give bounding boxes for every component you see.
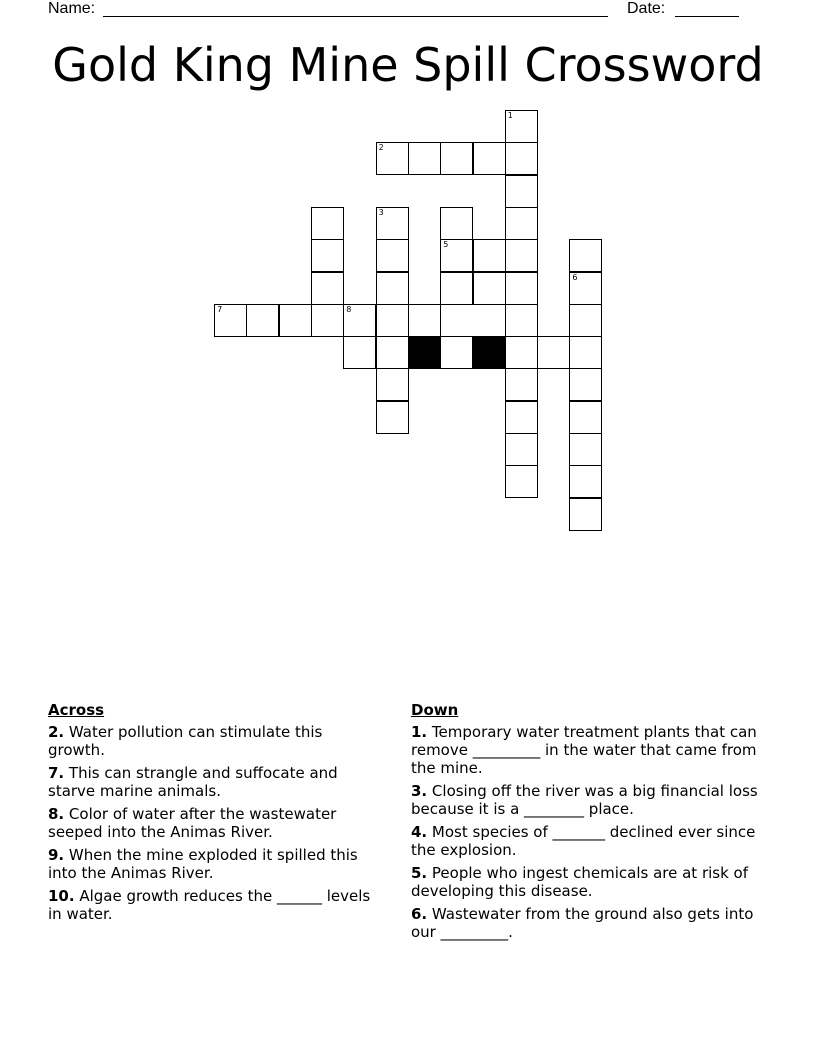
grid-black-cell xyxy=(408,336,441,369)
clue-across-10: 10. Algae growth reduces the ______ levels in water. xyxy=(48,887,371,923)
grid-black-cell xyxy=(473,336,506,369)
grid-cell[interactable] xyxy=(376,368,409,401)
clue-down-3: 3. Closing off the river was a big financial loss because it is a ________ place. xyxy=(411,782,758,818)
grid-cell[interactable] xyxy=(505,304,538,337)
grid-cell[interactable] xyxy=(505,142,538,175)
grid-cell[interactable] xyxy=(505,368,538,401)
grid-cell[interactable] xyxy=(505,272,538,305)
clue-across-7: 7. This can strangle and suffocate and starve marine animals. xyxy=(48,764,338,800)
grid-cell[interactable] xyxy=(376,272,409,305)
across-clue-list xyxy=(48,723,378,923)
grid-cell[interactable] xyxy=(311,304,344,337)
grid-cell[interactable] xyxy=(311,272,344,305)
clue-number: 5 xyxy=(443,240,449,250)
grid-cell[interactable] xyxy=(569,498,602,531)
grid-cell[interactable] xyxy=(569,465,602,498)
clue-across-9: 9. When the mine exploded it spilled this into the Animas River. xyxy=(48,846,358,882)
grid-cell[interactable] xyxy=(505,175,538,208)
clue-number: 3 xyxy=(378,207,384,217)
grid-cell[interactable] xyxy=(408,142,441,175)
grid-cell[interactable] xyxy=(569,304,602,337)
page-title: Gold King Mine Spill Crossword xyxy=(52,38,764,92)
grid-cell[interactable] xyxy=(246,304,279,337)
grid-cell[interactable] xyxy=(440,336,473,369)
name-label: Name: xyxy=(48,0,96,17)
grid-cell[interactable] xyxy=(505,336,538,369)
grid-cell[interactable] xyxy=(376,304,409,337)
grid-cell[interactable] xyxy=(505,239,538,272)
grid-cell[interactable] xyxy=(569,336,602,369)
grid-cell[interactable] xyxy=(440,272,473,305)
grid-cell[interactable] xyxy=(505,433,538,466)
grid-cell[interactable] xyxy=(376,142,409,175)
grid-cell[interactable] xyxy=(569,433,602,466)
grid-cell[interactable] xyxy=(505,110,538,143)
clue-down-6: 6. Wastewater from the ground also gets into our _________. xyxy=(411,905,754,941)
grid-cell[interactable] xyxy=(408,304,441,337)
grid-cell[interactable] xyxy=(505,465,538,498)
down-heading: Down xyxy=(411,701,459,719)
grid-cell[interactable] xyxy=(569,401,602,434)
grid-cell[interactable] xyxy=(473,272,506,305)
grid-cell[interactable] xyxy=(279,304,312,337)
grid-cell[interactable] xyxy=(376,401,409,434)
grid-cell[interactable] xyxy=(473,239,506,272)
grid-cell[interactable] xyxy=(569,239,602,272)
grid-cell[interactable] xyxy=(473,142,506,175)
down-clues xyxy=(411,701,761,946)
grid-cell[interactable] xyxy=(214,304,247,337)
grid-cell[interactable] xyxy=(505,401,538,434)
clue-number: 7 xyxy=(217,304,223,314)
grid-cell[interactable] xyxy=(440,207,473,240)
down-clue-list xyxy=(411,723,761,941)
across-heading: Across xyxy=(48,701,105,719)
clue-number: 1 xyxy=(507,111,513,120)
clue-across-8: 8. Color of water after the wastewater seeped into the Animas River. xyxy=(48,805,337,841)
across-clues xyxy=(48,701,378,928)
grid-cell[interactable] xyxy=(569,368,602,401)
grid-cell[interactable] xyxy=(440,239,473,272)
grid-cell[interactable] xyxy=(311,239,344,272)
clue-down-1: 1. Temporary water treatment plants that can remove _________ in the water that came from the mine. xyxy=(411,723,757,777)
grid-cell[interactable] xyxy=(440,142,473,175)
clue-down-5: 5. People who ingest chemicals are at risk of developing this disease. xyxy=(411,864,749,900)
date-label: Date: xyxy=(627,0,666,17)
clue-number: 6 xyxy=(572,272,578,282)
clue-number: 2 xyxy=(378,143,384,153)
grid-cell[interactable] xyxy=(376,207,409,240)
grid-cell[interactable] xyxy=(505,207,538,240)
clue-down-4: 4. Most species of _______ declined ever since the explosion. xyxy=(411,823,756,859)
grid-cell[interactable] xyxy=(569,272,602,305)
grid-cell[interactable] xyxy=(311,207,344,240)
grid-cell[interactable] xyxy=(376,336,409,369)
clue-number: 8 xyxy=(346,304,352,314)
grid-cell[interactable] xyxy=(343,336,376,369)
grid-cell[interactable] xyxy=(343,304,376,337)
clue-across-2: 2. Water pollution can stimulate this growth. xyxy=(48,723,323,759)
grid-cell[interactable] xyxy=(376,239,409,272)
grid-cell[interactable] xyxy=(537,336,570,369)
